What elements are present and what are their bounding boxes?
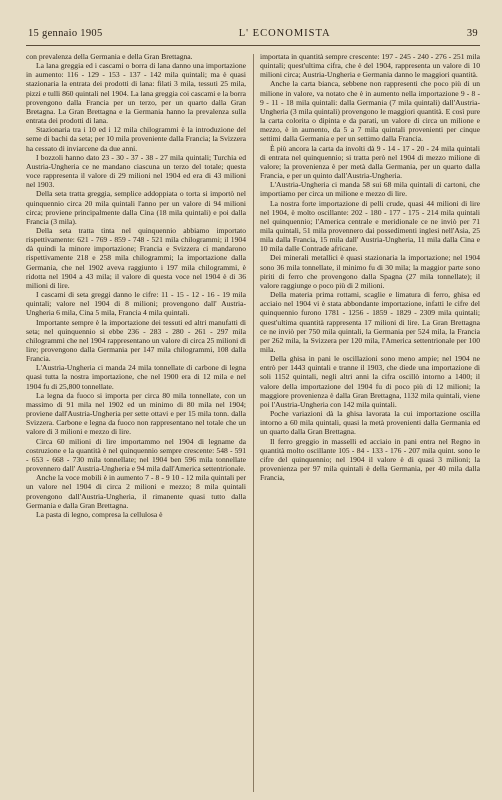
paragraph: Della seta tratta greggia, semplice addoppiata o torta si importò nel quinquennio circa 20 mila quintali l'anno per un valore di 94 milioni circa; proviene principalmente dalla Cina (18 mila quintali) e poi dalla Francia (3 mila).: [26, 189, 246, 226]
text-columns: [26, 52, 480, 796]
journal-title: L' ECONOMISTA: [238, 28, 331, 39]
paragraph: Anche la carta bianca, sebbene non rappresenti che poco più di un milione in valore, va notato che è in aumento nella importazione 9 - 8 - 9 - 11 - 18 mila quintali: dalla Germania (7 mila quintali) dall'Austria-Ungheria (3 mila quintali) provengono le maggiori quantità. E così pure la carta colorita o dipinta e da parati, un valore di circa un milione e mezzo, è in aumento, da 5 a 7 mila quintali provenienti per cinque settimi dalla Germania e per un settimo dalla Francia.: [260, 79, 480, 144]
paragraph: Circa 60 milioni di lire importammo nel 1904 di legname da costruzione e la quantità è nel quinquennio sempre crescente: 548 - 591 - 653 - 668 - 730 mila tonnellate; nel 1904 ben 596 mila tonnellate provennero dall' Austria-Ungheria e 94 mila dall'America settentrionale.: [26, 436, 246, 474]
paragraph: La nostra forte importazione di pelli crude, quasi 44 milioni di lire nel 1904, è molto oscillante: 202 - 180 - 177 - 175 - 214 mila quintali nel quinquennio; l'America centrale e meridionale ce ne inviò per 71 mila quintali, 51 mila provennero dai possedimenti inglesi nell'Asia, 25 mila dalla Francia, 15 mila dall' Austria-Ungheria, 11 mila dalla Cina e 10 mila dalle Contrade africane.: [260, 198, 480, 254]
paragraph: Stazionaria tra i 10 ed i 12 mila chilogrammi è la introduzione del seme di bachi da seta; per 10 mila proveniente dalla Francia; la Svizzera ha cessato di inviarcene da due anni.: [26, 125, 246, 153]
paragraph: La lana greggia ed i cascami o borra di lana danno una importazione in aumento: 116 - 129 - 153 - 137 - 142 mila quintali; ma è quasi stazionaria la entrata dei prodotti di lana: filati 3 mila, tessuti 25 mila, pizzi e tulli 860 quintali nel 1904. La lana greggia coi cascami e la borra provengono dalla Francia per un terzo, per un quarto dalla Gran Bretagna. La Gran Brettagna e la Germania hanno la prevalenza sulla entrata dei prodotti di lana.: [26, 61, 246, 126]
paragraph: Della materia prima rottami, scaglie e limatura di ferro, ghisa ed acciaio nel 1904 vi è stata abbondante importazione, infatti le cifre del quinquennio furono 1781 - 1256 - 1859 - 1829 - 2309 mila quintali; quest'ultima quantità rappresenta 17 milioni di lire. La Gran Brettagna ce ne inviò per 750 mila quintali, la Germania per 524 mila, la Francia per 262 mila, la Svizzera per 120 mila, l'America settentrionale per 100 mila.: [260, 290, 480, 354]
paragraph: L'Austria-Ungheria ci manda 24 mila tonnellate di carbone di legna quasi tutta la nostra importazione, che nel 1900 era di 12 mila e nel 1904 fu di 25,800 tonnellate.: [26, 363, 246, 391]
right-column: [260, 52, 480, 796]
paragraph: Della ghisa in pani le oscillazioni sono meno ampie; nel 1904 ne entrò per 1443 quintali e tranne il 1903, che diede una importazione di soli 1152 quintali, negli altri anni la cifra oscillò intorno a 1400; il valore della importazione del 1904 fu di poco più di 12 milioni; la maggiore provenienza è dalla Gran Brettagna, 1132 mila quintali, viene poi l'Austria-Ungheria con 142 mila quintali.: [260, 354, 480, 409]
paragraph: Poche variazioni dà la ghisa lavorata la cui importazione oscilla intorno a 60 mila quintali, quasi la metà provenienti dalla Germania ed un quarto dalla Gran Brettagna.: [260, 409, 480, 437]
paragraph: La pasta di legno, compresa la cellulosa è: [36, 509, 163, 519]
running-head: [26, 28, 480, 46]
paragraph: Importante sempre è la importazione dei tessuti ed altri manufatti di seta; nel quinquennio si ebbe 236 - 283 - 280 - 261 - 297 mila chilogrammi che nel 1904 rappresentano un valore di circa 25 milioni di lire; provengono dalla Germania per 147 mila chilogrammi, 108 dalla Francia.: [26, 317, 246, 364]
paragraph: Della seta tratta tinta nel quinquennio abbiamo importato rispettivamente: 621 - 769 - 859 - 748 - 521 mila chilogrammi; il 1904 dà quindi la minore importazione; Francia e Svizzera ci mandarono rispettivamente 218 e 258 mila chilogrammi; la importazione dalla Germania, che nel 1902 aveva raggiunto i 197 mila chilogrammi, è ridotta nel 1904 a 43 mila; il valore di questa voce nel 1904 è di 36 milioni di lire.: [26, 225, 246, 290]
paragraph: importata in quantità sempre crescente: 197 - 245 - 240 - 276 - 251 mila quintali; quest'ultima cifra, che è del 1904, rappresenta un valore di 10 milioni circa; Austria-Ungheria e Germania danno le maggiori quantità.: [260, 52, 480, 80]
paragraph: con prevalenza della Germania e della Gran Brettagna.: [26, 52, 193, 61]
paragraph: La legna da fuoco si importa per circa 80 mila tonnellate, con un massimo di 91 mila nel 1902 ed un minimo di 80 mila nel 1904; proviene dall'Austria-Ungheria per sette ottavi e per 15 mila tonn. dalla Svizzera. Carbone e legna da fuoco non rappresentano nel totale che un valore di 3 milioni e mezzo di lire.: [26, 390, 246, 437]
left-column: [26, 52, 246, 796]
paragraph: Dei minerali metallici è quasi stazionaria la importazione; nel 1904 sono 36 mila tonnellate, il minimo fu di 30 mila; la maggior parte sono piriti di ferro che provengono dalla Spagna (27 mila tonnellate); il valore raggiunge o poco più di 2 milioni.: [260, 253, 480, 290]
issue-date: 15 gennaio 1905: [28, 28, 103, 39]
paragraph: Anche la voce mobili è in aumento 7 - 8 - 9 10 - 12 mila quintali per un valore nel 1904 di circa 2 milioni e mezzo; 8 mila quintali provengono dall'Austria-Ungheria, il rimanente quasi tutto dalla Germania e dalla Gran Brettagna.: [26, 473, 246, 510]
paragraph: L'Austria-Ungheria ci manda 58 sui 68 mila quintali di cartoni, che importiamo per circa un milione e mezzo di lire.: [260, 180, 480, 199]
paragraph: I cascami di seta greggi danno le cifre: 11 - 15 - 12 - 16 - 19 mila quintali; valore nel 1904 di 8 milioni; provengono dall' Austria-Ungheria 6 mila, Cina 5 mila, Francia 4 mila quintali.: [26, 290, 246, 318]
paragraph: Il ferro greggio in masselli ed acciaio in pani entra nel Regno in quantità molto oscillante 105 - 84 - 133 - 176 - 207 mila quint. sono le cifre del quinquennio; nel 1904 il valore è di quasi 3 milioni; la provenienza per 97 mila quintali è della Germania, per 40 mila dalla Francia,: [260, 436, 480, 483]
paragraph: I bozzoli hanno dato 23 - 30 - 37 - 38 - 27 mila quintali; Turchia ed Austria-Ungheria ce ne mandano ciascuna un terzo del totale; questa voce rappresenta il valore di 29 milioni nel 1904 ed era di 43 milioni nel 1903.: [26, 152, 246, 190]
paragraph: È più ancora la carta da involti dà 9 - 14 - 17 - 20 - 24 mila quintali di entrata nel quinquennio; si tratta però nel 1904 di mezzo milione di valore; la provenienza è per metà dalla Germania, per un quarto dalla Francia, e per un quinto dall'Austria-Ungheria.: [260, 143, 480, 181]
page-number: 39: [466, 28, 478, 39]
